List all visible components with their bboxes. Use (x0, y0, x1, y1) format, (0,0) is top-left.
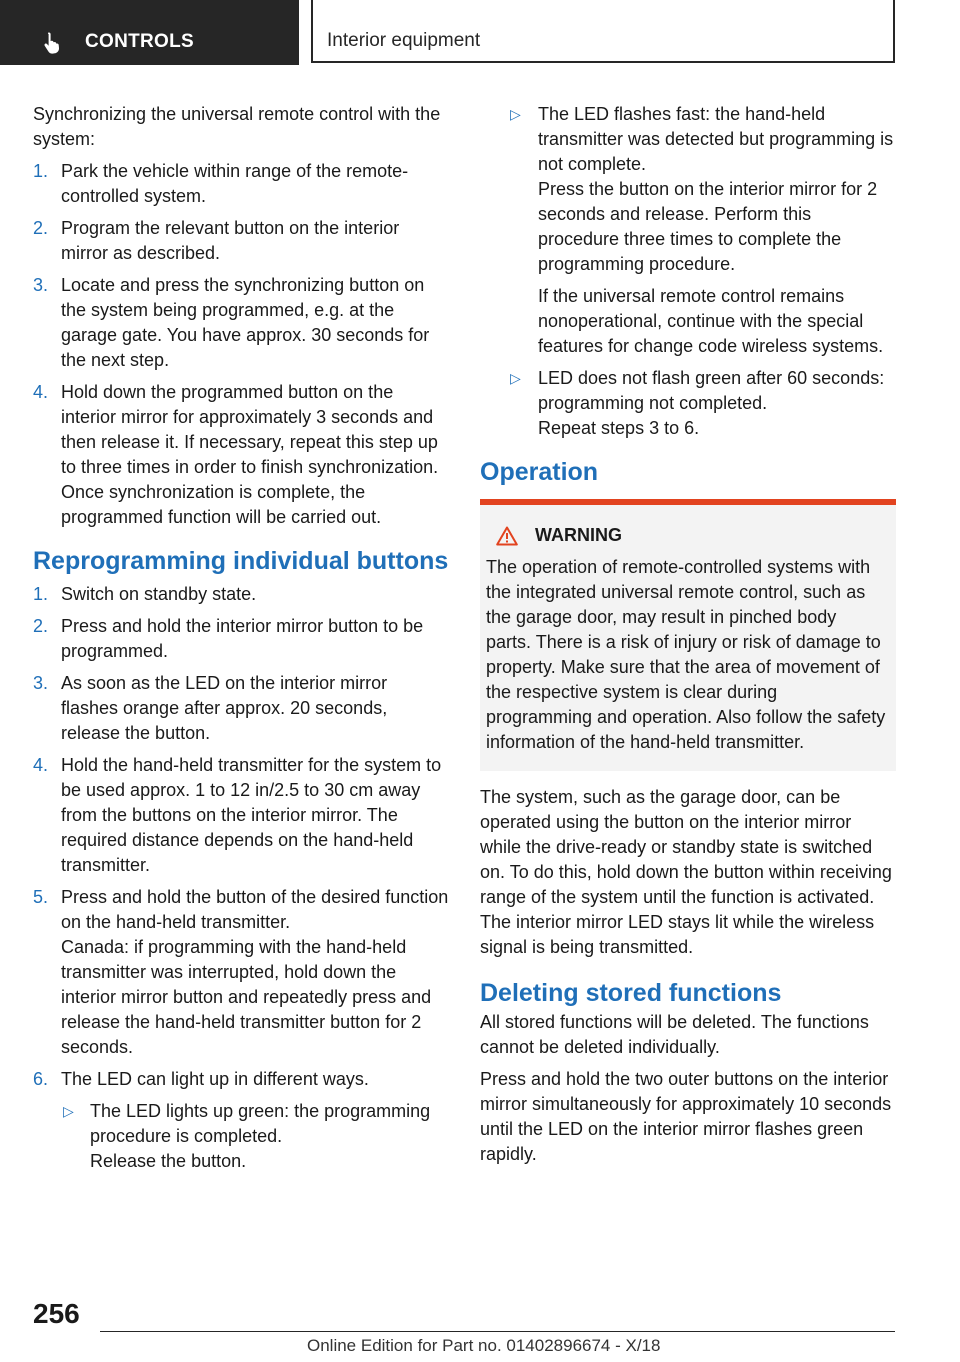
step-number: 4. (33, 755, 49, 775)
warning-box (480, 505, 896, 771)
heading-reprogramming: Reprogramming individual buttons (33, 547, 449, 575)
footer-edition: Online Edition for Part no. 01402896674 - X/18 (307, 1336, 661, 1355)
delete-text-1: All stored functions will be deleted. The functions cannot be deleted individually. (480, 1012, 869, 1057)
bullet-note: If the universal remote control remains nonoperational, continue with the special features for change code wireless systems. (538, 286, 884, 356)
step-text: Hold down the programmed button on the interior mirror for approximately 3 seconds and then release it. If necessary, repeat this step up to three times in order to finish synchronization. Once synchronization is complete, the programmed function will be carried out. (61, 382, 439, 527)
warning-title-row (486, 523, 886, 548)
step-text: The LED can light up in different ways. (61, 1069, 369, 1089)
list-item (33, 380, 449, 530)
step-number: 2. (33, 218, 49, 238)
step-note: Canada: if programming with the hand-held transmitter was interrupted, hold down the interior mirror button and repeatedly press and release the hand-held transmitter button for 2 seconds. (61, 937, 432, 1057)
bullet-text: LED does not flash green after 60 seconds: programming not completed. (538, 368, 885, 413)
list-item (61, 1099, 449, 1174)
sync-intro: Synchronizing the universal remote control with the system: (33, 104, 441, 149)
warning-triangle-icon (496, 526, 518, 546)
triangle-bullet-icon: ▷ (510, 106, 521, 122)
list-item (480, 102, 896, 359)
operation-text: The system, such as the garage door, can be operated using the button on the interior mirror while the drive-ready or standby state is switched on. To do this, hold down the button within receiving range of the system until the function is activated. The interior mirror LED stays lit while the wireless signal is being transmitted. (480, 787, 892, 957)
list-item (33, 159, 449, 209)
touch-hand-icon (40, 30, 64, 54)
bullet-note: Press the button on the interior mirror for 2 seconds and release. Perform this procedure three times to complete the programming procedure. (538, 179, 878, 274)
step-number: 5. (33, 887, 49, 907)
list-item (33, 671, 449, 746)
list-item (33, 273, 449, 373)
list-item (33, 885, 449, 1060)
sync-steps-list (33, 159, 449, 530)
step-text: Switch on standby state. (61, 584, 257, 604)
step-text: Program the relevant button on the interior mirror as described. (61, 218, 400, 263)
warning-text: The operation of remote-controlled systems with the integrated universal remote control, such as the garage door, may result in pinched body parts. There is a risk of injury or risk of damage to property. Make sure that the area of movement of the respective system is clear during programming and operation. Also follow the safety information of the hand-held transmitter. (486, 557, 886, 752)
step-text: Press and hold the button of the desired function on the hand-held transmitter. (61, 887, 449, 932)
bullet-text: The LED lights up green: the programming procedure is completed. (90, 1101, 431, 1146)
left-column (33, 102, 449, 1181)
step-number: 1. (33, 584, 49, 604)
list-item (33, 216, 449, 266)
triangle-bullet-icon: ▷ (510, 370, 521, 386)
heading-deleting: Deleting stored functions (480, 979, 782, 1007)
led-states-list (61, 1099, 449, 1174)
list-item (33, 753, 449, 878)
step-number: 3. (33, 275, 49, 295)
page-number: 256 (33, 1298, 80, 1329)
list-item (33, 582, 449, 607)
section-title: CONTROLS (85, 31, 195, 52)
chapter-title: Interior equipment (327, 30, 481, 51)
reprogram-steps-list (33, 582, 449, 1174)
warning-title: WARNING (535, 525, 622, 545)
bullet-note: Repeat steps 3 to 6. (538, 418, 700, 438)
step-text: Hold the hand-held transmitter for the system to be used approx. 1 to 12 in/2.5 to 30 cm away from the buttons on the interior mirror. The required distance depends on the hand-held transmitter. (61, 755, 442, 875)
step-number: 4. (33, 382, 49, 402)
triangle-bullet-icon: ▷ (63, 1103, 74, 1119)
delete-text-2: Press and hold the two outer buttons on the interior mirror simultaneously for approximately 10 seconds until the LED on the interior mirror flashes green rapidly. (480, 1069, 892, 1164)
step-text: Locate and press the synchronizing button on the system being programmed, e.g. at the garage gate. You have approx. 30 seconds for the next step. (61, 275, 430, 370)
step-number: 1. (33, 161, 49, 181)
list-item (33, 614, 449, 664)
step-text: As soon as the LED on the interior mirror flashes orange after approx. 20 seconds, release the button. (61, 673, 388, 743)
led-states-list-continued (480, 102, 896, 441)
step-number: 6. (33, 1069, 49, 1089)
list-item (33, 1067, 449, 1174)
header-chapter-tab (311, 0, 895, 63)
list-item (480, 366, 896, 441)
heading-operation: Operation (480, 458, 599, 486)
right-column (480, 102, 896, 1174)
footer-rule (100, 1331, 895, 1332)
step-text: Press and hold the interior mirror button to be programmed. (61, 616, 424, 661)
header-section-tab (0, 0, 299, 65)
step-number: 2. (33, 616, 49, 636)
step-text: Park the vehicle within range of the remote-controlled system. (61, 161, 409, 206)
bullet-note: Release the button. (90, 1151, 247, 1171)
bullet-text: The LED flashes fast: the hand-held transmitter was detected but programming is not complete. (538, 104, 894, 174)
step-number: 3. (33, 673, 49, 693)
